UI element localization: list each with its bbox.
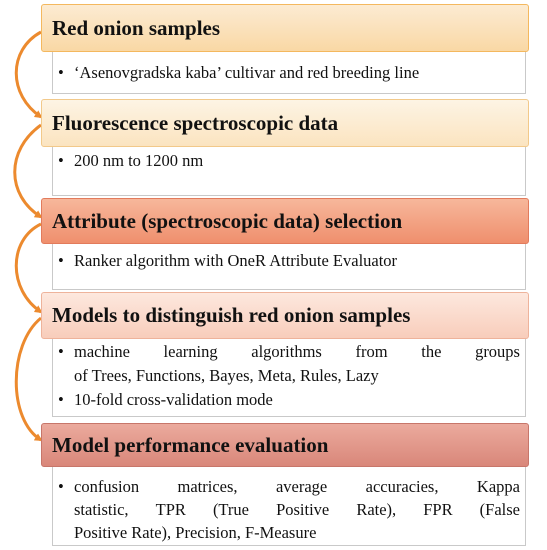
step-3-bullet-1: Ranker algorithm with OneR Attribute Evaluator — [74, 251, 398, 270]
step-4-title: Models to distinguish red onion samples — [52, 303, 411, 327]
word: from — [355, 342, 388, 361]
bullet-dot: • — [58, 151, 64, 170]
word: Positive — [276, 500, 330, 519]
step-5-title: Model performance evaluation — [52, 432, 329, 457]
step-2-title: Fluorescence spectroscopic data — [52, 110, 339, 135]
word: confusion — [74, 477, 140, 496]
word: Rate), — [356, 500, 397, 519]
step-1-bullet-1: ‘Asenovgradska kaba’ cultivar and red breeding line — [74, 63, 420, 82]
connector-arrow-2 — [15, 125, 41, 217]
step-4-bullet-2: 10-fold cross-validation mode — [74, 390, 273, 409]
step-4-header — [41, 292, 529, 339]
connector-arrow-4 — [16, 318, 41, 440]
step-2-bullet-1: 200 nm to 1200 nm — [74, 151, 204, 170]
step-5-bullet-1-line-3: Positive Rate), Precision, F-Measure — [74, 523, 317, 542]
bullet-dot: • — [58, 477, 64, 496]
word: (False — [479, 500, 520, 519]
step-1-header — [41, 4, 529, 52]
word: FPR — [423, 500, 453, 519]
step-4-bullet-1-line-1 — [74, 344, 520, 361]
word: Kappa — [476, 477, 520, 496]
word: (True — [212, 500, 249, 519]
step-5-bullet-1-line-2 — [74, 502, 520, 519]
step-5-bullet-1-line-1 — [74, 479, 520, 496]
word: the — [421, 342, 442, 361]
step-2-header — [41, 99, 529, 147]
bullet-dot: • — [58, 63, 64, 82]
word: machine — [74, 342, 130, 361]
step-3-title: Attribute (spectroscopic data) selection — [52, 208, 403, 233]
word: algorithms — [251, 342, 322, 361]
step-3-header — [41, 198, 529, 244]
word: accuracies, — [365, 477, 439, 496]
step-1-title: Red onion samples — [52, 15, 221, 40]
connector-arrow-1 — [16, 32, 41, 117]
word: matrices, — [177, 477, 238, 496]
bullet-dot: • — [58, 251, 64, 270]
connector-arrow-3 — [16, 224, 41, 312]
word: groups — [475, 342, 520, 361]
step-4-bullet-1-line-2: of Trees, Functions, Bayes, Meta, Rules, Lazy — [74, 366, 379, 385]
word: statistic, — [74, 500, 129, 519]
step-5-header — [41, 423, 529, 467]
bullet-dot: • — [58, 342, 64, 361]
bullet-dot: • — [58, 390, 64, 409]
word: TPR — [155, 500, 186, 519]
word: learning — [163, 342, 218, 361]
word: average — [275, 477, 328, 496]
